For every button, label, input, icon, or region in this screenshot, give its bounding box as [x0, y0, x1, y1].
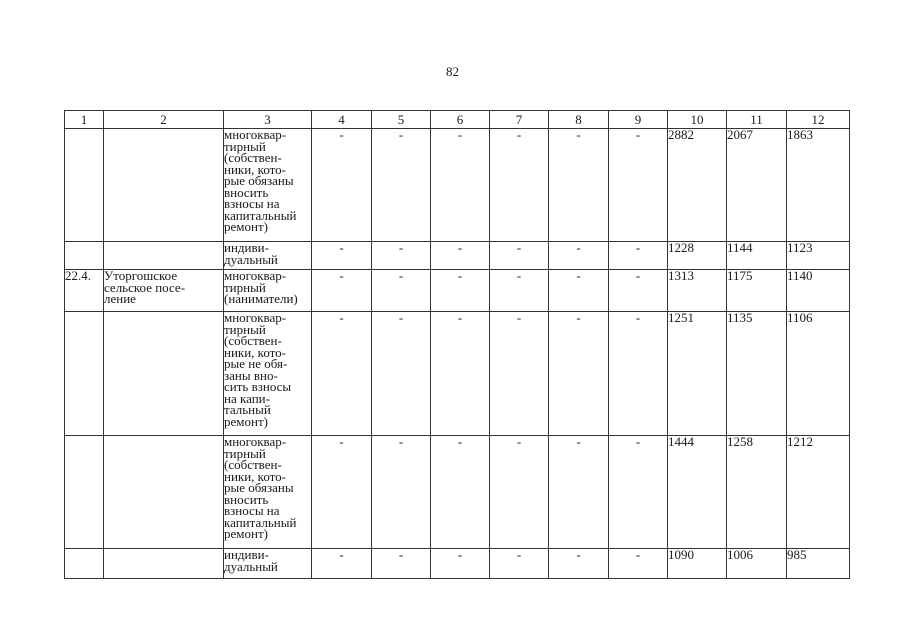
- dash-cell: -: [549, 242, 609, 270]
- value-cell-col12: 1106: [787, 312, 850, 436]
- value-cell-col12: 985: [787, 549, 850, 579]
- housing-type-cell: индиви- дуальный: [224, 242, 312, 270]
- dash-cell: -: [372, 549, 431, 579]
- settlement-cell: [104, 129, 224, 242]
- dash-cell: -: [609, 436, 668, 549]
- value-cell-col10: 1228: [668, 242, 727, 270]
- value-cell-col12: 1212: [787, 436, 850, 549]
- header-cell: 12: [787, 111, 850, 129]
- table-row: [65, 312, 850, 436]
- value-cell-col10: 1090: [668, 549, 727, 579]
- page-number: 82: [446, 64, 459, 79]
- header-cell: 6: [431, 111, 490, 129]
- value-cell-col10: 2882: [668, 129, 727, 242]
- value-cell-col11: 1144: [727, 242, 787, 270]
- dash-cell: -: [372, 270, 431, 312]
- dash-cell: -: [490, 129, 549, 242]
- row-number-cell: [65, 242, 104, 270]
- dash-cell: -: [431, 129, 490, 242]
- value-cell-col12: 1863: [787, 129, 850, 242]
- housing-type-cell: индиви- дуальный: [224, 549, 312, 579]
- value-cell-col10: 1313: [668, 270, 727, 312]
- dash-cell: -: [312, 436, 372, 549]
- table-body: [65, 111, 850, 579]
- tariff-table: [64, 110, 850, 579]
- housing-type-cell: многоквар- тирный (собствен- ники, кото- рые обязаны вносить взносы на капитальный ремонт): [224, 129, 312, 242]
- dash-cell: -: [490, 436, 549, 549]
- dash-cell: -: [609, 549, 668, 579]
- dash-cell: -: [312, 129, 372, 242]
- settlement-cell: [104, 436, 224, 549]
- dash-cell: -: [490, 242, 549, 270]
- settlement-cell: [104, 549, 224, 579]
- dash-cell: -: [312, 270, 372, 312]
- header-cell: 3: [224, 111, 312, 129]
- header-cell: 5: [372, 111, 431, 129]
- dash-cell: -: [549, 549, 609, 579]
- value-cell-col10: 1251: [668, 312, 727, 436]
- row-number-cell: [65, 549, 104, 579]
- value-cell-col10: 1444: [668, 436, 727, 549]
- row-number-cell: [65, 312, 104, 436]
- dash-cell: -: [312, 242, 372, 270]
- dash-cell: -: [372, 129, 431, 242]
- row-number-cell: [65, 436, 104, 549]
- dash-cell: -: [431, 270, 490, 312]
- housing-type-cell: многоквар- тирный (наниматели): [224, 270, 312, 312]
- dash-cell: -: [312, 549, 372, 579]
- header-cell: 10: [668, 111, 727, 129]
- housing-type-cell: многоквар- тирный (собствен- ники, кото- рые обязаны вносить взносы на капитальный ремонт): [224, 436, 312, 549]
- row-number-cell: [65, 129, 104, 242]
- dash-cell: -: [312, 312, 372, 436]
- dash-cell: -: [609, 270, 668, 312]
- dash-cell: -: [431, 242, 490, 270]
- header-cell: 11: [727, 111, 787, 129]
- settlement-cell: [104, 242, 224, 270]
- header-cell: 2: [104, 111, 224, 129]
- housing-type-cell: многоквар- тирный (собствен- ники, кото- рые не обя- заны вно- сить взносы на капи- тальный ремонт): [224, 312, 312, 436]
- value-cell-col12: 1123: [787, 242, 850, 270]
- dash-cell: -: [490, 549, 549, 579]
- dash-cell: -: [372, 436, 431, 549]
- dash-cell: -: [431, 549, 490, 579]
- dash-cell: -: [549, 312, 609, 436]
- dash-cell: -: [490, 312, 549, 436]
- dash-cell: -: [372, 242, 431, 270]
- settlement-cell: Уторгошское сельское посе- ление: [104, 270, 224, 312]
- dash-cell: -: [609, 129, 668, 242]
- header-cell: 9: [609, 111, 668, 129]
- value-cell-col11: 1258: [727, 436, 787, 549]
- header-cell: 8: [549, 111, 609, 129]
- dash-cell: -: [549, 436, 609, 549]
- value-cell-col11: 2067: [727, 129, 787, 242]
- table-row: [65, 270, 850, 312]
- header-cell: 1: [65, 111, 104, 129]
- dash-cell: -: [431, 436, 490, 549]
- dash-cell: -: [372, 312, 431, 436]
- value-cell-col11: 1175: [727, 270, 787, 312]
- header-row: [65, 111, 850, 129]
- dash-cell: -: [609, 242, 668, 270]
- dash-cell: -: [549, 129, 609, 242]
- table-row: [65, 242, 850, 270]
- dash-cell: -: [549, 270, 609, 312]
- settlement-cell: [104, 312, 224, 436]
- value-cell-col11: 1006: [727, 549, 787, 579]
- value-cell-col11: 1135: [727, 312, 787, 436]
- dash-cell: -: [609, 312, 668, 436]
- table-row: [65, 436, 850, 549]
- table-row: [65, 549, 850, 579]
- dash-cell: -: [490, 270, 549, 312]
- value-cell-col12: 1140: [787, 270, 850, 312]
- row-number-cell: 22.4.: [65, 270, 104, 312]
- dash-cell: -: [431, 312, 490, 436]
- header-cell: 4: [312, 111, 372, 129]
- header-cell: 7: [490, 111, 549, 129]
- table-row: [65, 129, 850, 242]
